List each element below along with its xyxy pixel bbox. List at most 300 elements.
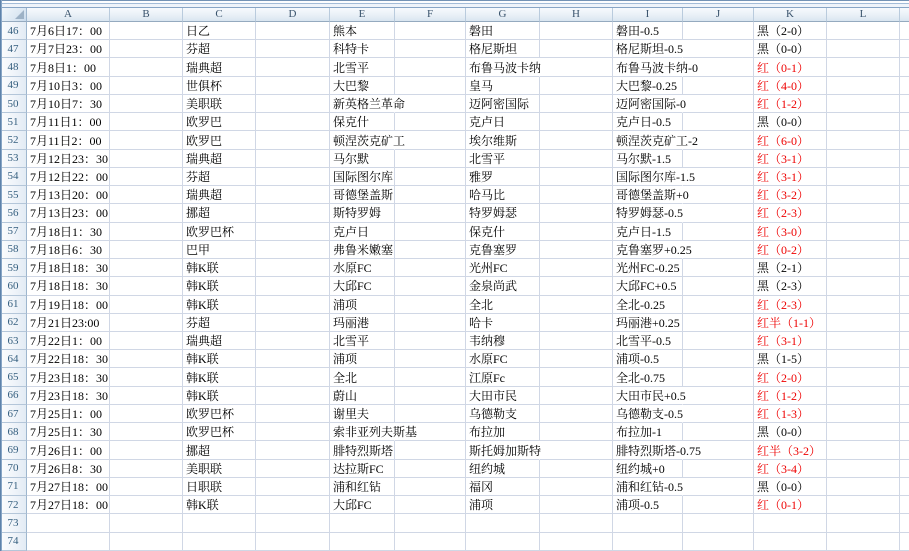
cell-J62[interactable] — [683, 314, 754, 332]
cell-E71[interactable] — [330, 478, 395, 496]
cell-E56[interactable] — [330, 204, 395, 222]
cell-K72[interactable] — [754, 496, 827, 514]
cell-D54[interactable] — [256, 168, 330, 186]
cell-J48[interactable] — [683, 58, 754, 76]
row-header-71[interactable]: 71 — [0, 478, 27, 496]
cell-K70[interactable] — [754, 460, 827, 478]
cell-E54[interactable] — [330, 168, 395, 186]
cell-B69[interactable] — [110, 441, 183, 459]
cell-G48[interactable] — [466, 58, 540, 76]
cell-C66[interactable] — [183, 387, 256, 405]
cell-L53[interactable] — [827, 150, 900, 168]
row-header-54[interactable]: 54 — [0, 168, 27, 186]
cell-L51[interactable] — [827, 113, 900, 131]
cell-C69[interactable] — [183, 441, 256, 459]
cell-A60[interactable] — [27, 277, 110, 295]
cell-L65[interactable] — [827, 368, 900, 386]
cell-H70[interactable] — [540, 460, 613, 478]
cell-A49[interactable] — [27, 77, 110, 95]
row-header-65[interactable]: 65 — [0, 368, 27, 386]
cell-L55[interactable] — [827, 186, 900, 204]
cell-H67[interactable] — [540, 405, 613, 423]
cell-B65[interactable] — [110, 368, 183, 386]
cell-E68[interactable] — [330, 423, 418, 441]
cell-A68[interactable] — [27, 423, 110, 441]
cell-F67[interactable] — [395, 405, 466, 423]
cell-B72[interactable] — [110, 496, 183, 514]
cell-K48[interactable] — [754, 58, 827, 76]
cell-K56[interactable] — [754, 204, 827, 222]
cell-F63[interactable] — [395, 332, 466, 350]
cell-D68[interactable] — [256, 423, 330, 441]
cell-K47[interactable] — [754, 40, 827, 58]
cell-G46[interactable] — [466, 22, 540, 40]
cell-F56[interactable] — [395, 204, 466, 222]
cell-K61[interactable] — [754, 296, 827, 314]
cell-F68[interactable] — [395, 423, 466, 441]
cell-C47[interactable] — [183, 40, 256, 58]
cell-C57[interactable] — [183, 223, 256, 241]
cell-D56[interactable] — [256, 204, 330, 222]
cell-I71[interactable] — [613, 478, 683, 496]
cell-D48[interactable] — [256, 58, 330, 76]
cell-E46[interactable] — [330, 22, 395, 40]
cell-J74[interactable] — [683, 533, 754, 551]
cell-H47[interactable] — [540, 40, 613, 58]
cell-C46[interactable] — [183, 22, 256, 40]
cell-D50[interactable] — [256, 95, 330, 113]
cell-K53[interactable] — [754, 150, 827, 168]
cell-I63[interactable] — [613, 332, 683, 350]
row-header-73[interactable]: 73 — [0, 514, 27, 532]
cell-K68[interactable] — [754, 423, 827, 441]
cell-F57[interactable] — [395, 223, 466, 241]
cell-D52[interactable] — [256, 131, 330, 149]
cell-F46[interactable] — [395, 22, 466, 40]
row-header-68[interactable]: 68 — [0, 423, 27, 441]
cell-K60[interactable] — [754, 277, 827, 295]
row-header-72[interactable]: 72 — [0, 496, 27, 514]
cell-B61[interactable] — [110, 296, 183, 314]
cell-D65[interactable] — [256, 368, 330, 386]
cell-J65[interactable] — [683, 368, 754, 386]
cell-F71[interactable] — [395, 478, 466, 496]
cell-I61[interactable] — [613, 296, 683, 314]
cell-J55[interactable] — [683, 186, 754, 204]
cell-J73[interactable] — [683, 514, 754, 532]
cell-D66[interactable] — [256, 387, 330, 405]
cell-I50[interactable] — [613, 95, 686, 113]
cell-I58[interactable] — [613, 241, 692, 259]
cell-F73[interactable] — [395, 514, 466, 532]
cell-G59[interactable] — [466, 259, 540, 277]
cell-H52[interactable] — [540, 131, 613, 149]
cell-B74[interactable] — [110, 533, 183, 551]
cell-J60[interactable] — [683, 277, 754, 295]
cell-H64[interactable] — [540, 350, 613, 368]
cell-J59[interactable] — [683, 259, 754, 277]
cell-A56[interactable] — [27, 204, 110, 222]
cell-J68[interactable] — [683, 423, 754, 441]
column-header-F[interactable]: F — [395, 8, 466, 22]
row-header-46[interactable]: 46 — [0, 22, 27, 40]
cell-L52[interactable] — [827, 131, 900, 149]
cell-A54[interactable] — [27, 168, 110, 186]
cell-C48[interactable] — [183, 58, 256, 76]
cell-H62[interactable] — [540, 314, 613, 332]
cell-F62[interactable] — [395, 314, 466, 332]
cell-A58[interactable] — [27, 241, 110, 259]
cell-L72[interactable] — [827, 496, 900, 514]
cell-K51[interactable] — [754, 113, 827, 131]
cell-H57[interactable] — [540, 223, 613, 241]
cell-H48[interactable] — [540, 58, 613, 76]
cell-H58[interactable] — [540, 241, 613, 259]
cell-A74[interactable] — [27, 533, 110, 551]
cell-F70[interactable] — [395, 460, 466, 478]
cell-K66[interactable] — [754, 387, 827, 405]
cell-G62[interactable] — [466, 314, 540, 332]
cell-D62[interactable] — [256, 314, 330, 332]
cell-K74[interactable] — [754, 533, 827, 551]
cell-E61[interactable] — [330, 296, 395, 314]
cell-K62[interactable] — [754, 314, 827, 332]
cell-C60[interactable] — [183, 277, 256, 295]
cell-D64[interactable] — [256, 350, 330, 368]
cell-A57[interactable] — [27, 223, 110, 241]
cell-E70[interactable] — [330, 460, 395, 478]
cell-I54[interactable] — [613, 168, 695, 186]
cell-D49[interactable] — [256, 77, 330, 95]
cell-D58[interactable] — [256, 241, 330, 259]
cell-I64[interactable] — [613, 350, 683, 368]
cell-J46[interactable] — [683, 22, 754, 40]
cell-J67[interactable] — [683, 405, 754, 423]
cell-G57[interactable] — [466, 223, 540, 241]
cell-B50[interactable] — [110, 95, 183, 113]
cell-A65[interactable] — [27, 368, 110, 386]
cell-H51[interactable] — [540, 113, 613, 131]
cell-L74[interactable] — [827, 533, 900, 551]
column-header-K[interactable]: K — [754, 8, 827, 22]
cell-B73[interactable] — [110, 514, 183, 532]
cell-J72[interactable] — [683, 496, 754, 514]
cell-B58[interactable] — [110, 241, 183, 259]
cell-G51[interactable] — [466, 113, 540, 131]
cell-K71[interactable] — [754, 478, 827, 496]
cell-F53[interactable] — [395, 150, 466, 168]
cell-G73[interactable] — [466, 514, 540, 532]
cell-G58[interactable] — [466, 241, 540, 259]
cell-E67[interactable] — [330, 405, 395, 423]
cell-H61[interactable] — [540, 296, 613, 314]
cell-F66[interactable] — [395, 387, 466, 405]
cell-H65[interactable] — [540, 368, 613, 386]
cell-D63[interactable] — [256, 332, 330, 350]
cell-A70[interactable] — [27, 460, 110, 478]
cell-E66[interactable] — [330, 387, 395, 405]
row-header-50[interactable]: 50 — [0, 95, 27, 113]
cell-H56[interactable] — [540, 204, 613, 222]
cell-H73[interactable] — [540, 514, 613, 532]
cell-A46[interactable] — [27, 22, 110, 40]
row-header-58[interactable]: 58 — [0, 241, 27, 259]
row-header-51[interactable]: 51 — [0, 113, 27, 131]
cell-E62[interactable] — [330, 314, 395, 332]
cell-H63[interactable] — [540, 332, 613, 350]
cell-K49[interactable] — [754, 77, 827, 95]
cell-A72[interactable] — [27, 496, 110, 514]
cell-G63[interactable] — [466, 332, 540, 350]
cell-G61[interactable] — [466, 296, 540, 314]
cell-L59[interactable] — [827, 259, 900, 277]
cell-B48[interactable] — [110, 58, 183, 76]
cell-E63[interactable] — [330, 332, 395, 350]
cell-H60[interactable] — [540, 277, 613, 295]
row-header-74[interactable]: 74 — [0, 533, 27, 551]
cell-I56[interactable] — [613, 204, 683, 222]
cell-G67[interactable] — [466, 405, 540, 423]
cell-I51[interactable] — [613, 113, 683, 131]
cell-H66[interactable] — [540, 387, 613, 405]
cell-L49[interactable] — [827, 77, 900, 95]
cell-J66[interactable] — [683, 387, 754, 405]
cell-F54[interactable] — [395, 168, 466, 186]
cell-F72[interactable] — [395, 496, 466, 514]
cell-D74[interactable] — [256, 533, 330, 551]
cell-F55[interactable] — [395, 186, 466, 204]
cell-L57[interactable] — [827, 223, 900, 241]
cell-H49[interactable] — [540, 77, 613, 95]
cell-I74[interactable] — [613, 533, 683, 551]
column-header-G[interactable]: G — [466, 8, 540, 22]
cell-A53[interactable] — [27, 150, 110, 168]
cell-H69[interactable] — [540, 441, 613, 459]
cell-D51[interactable] — [256, 113, 330, 131]
cell-I65[interactable] — [613, 368, 683, 386]
cell-H74[interactable] — [540, 533, 613, 551]
cell-J53[interactable] — [683, 150, 754, 168]
cell-B64[interactable] — [110, 350, 183, 368]
cell-E52[interactable] — [330, 131, 406, 149]
cell-L63[interactable] — [827, 332, 900, 350]
cell-I53[interactable] — [613, 150, 683, 168]
cell-C51[interactable] — [183, 113, 256, 131]
select-all-button[interactable] — [0, 8, 27, 22]
cell-K55[interactable] — [754, 186, 827, 204]
cell-C55[interactable] — [183, 186, 256, 204]
cell-E69[interactable] — [330, 441, 395, 459]
cell-J63[interactable] — [683, 332, 754, 350]
cell-E55[interactable] — [330, 186, 395, 204]
cell-I47[interactable] — [613, 40, 683, 58]
cell-I57[interactable] — [613, 223, 683, 241]
cell-C63[interactable] — [183, 332, 256, 350]
cell-C73[interactable] — [183, 514, 256, 532]
cell-L58[interactable] — [827, 241, 900, 259]
cell-A63[interactable] — [27, 332, 110, 350]
cell-F50[interactable] — [395, 95, 466, 113]
column-header-H[interactable]: H — [540, 8, 613, 22]
cell-I66[interactable] — [613, 387, 686, 405]
cell-K54[interactable] — [754, 168, 827, 186]
row-header-53[interactable]: 53 — [0, 150, 27, 168]
cell-C74[interactable] — [183, 533, 256, 551]
cell-K65[interactable] — [754, 368, 827, 386]
column-header-L[interactable]: L — [827, 8, 900, 22]
cell-E74[interactable] — [330, 533, 395, 551]
cell-C72[interactable] — [183, 496, 256, 514]
cell-I49[interactable] — [613, 77, 683, 95]
row-header-70[interactable]: 70 — [0, 460, 27, 478]
cell-L66[interactable] — [827, 387, 900, 405]
cell-H54[interactable] — [540, 168, 613, 186]
cell-G71[interactable] — [466, 478, 540, 496]
cell-A52[interactable] — [27, 131, 110, 149]
cell-B59[interactable] — [110, 259, 183, 277]
cell-B60[interactable] — [110, 277, 183, 295]
cell-G47[interactable] — [466, 40, 540, 58]
cell-L61[interactable] — [827, 296, 900, 314]
cell-L62[interactable] — [827, 314, 900, 332]
cell-F58[interactable] — [395, 241, 466, 259]
cell-B47[interactable] — [110, 40, 183, 58]
row-header-66[interactable]: 66 — [0, 387, 27, 405]
cell-G50[interactable] — [466, 95, 540, 113]
cell-I60[interactable] — [613, 277, 683, 295]
cell-H71[interactable] — [540, 478, 613, 496]
cell-C64[interactable] — [183, 350, 256, 368]
cell-C71[interactable] — [183, 478, 256, 496]
cell-D46[interactable] — [256, 22, 330, 40]
cell-E60[interactable] — [330, 277, 395, 295]
cell-F65[interactable] — [395, 368, 466, 386]
cell-H72[interactable] — [540, 496, 613, 514]
cell-A69[interactable] — [27, 441, 110, 459]
cell-H55[interactable] — [540, 186, 613, 204]
cell-C56[interactable] — [183, 204, 256, 222]
cell-B70[interactable] — [110, 460, 183, 478]
cell-J64[interactable] — [683, 350, 754, 368]
cell-C52[interactable] — [183, 131, 256, 149]
cell-L70[interactable] — [827, 460, 900, 478]
cell-G53[interactable] — [466, 150, 540, 168]
row-header-56[interactable]: 56 — [0, 204, 27, 222]
cell-F60[interactable] — [395, 277, 466, 295]
cell-B53[interactable] — [110, 150, 183, 168]
cell-A64[interactable] — [27, 350, 110, 368]
cell-K50[interactable] — [754, 95, 827, 113]
cell-C54[interactable] — [183, 168, 256, 186]
cell-I72[interactable] — [613, 496, 683, 514]
cell-D60[interactable] — [256, 277, 330, 295]
cell-A59[interactable] — [27, 259, 110, 277]
cell-K64[interactable] — [754, 350, 827, 368]
cell-E57[interactable] — [330, 223, 395, 241]
cell-F64[interactable] — [395, 350, 466, 368]
cell-B51[interactable] — [110, 113, 183, 131]
cell-L64[interactable] — [827, 350, 900, 368]
cell-B68[interactable] — [110, 423, 183, 441]
cell-L71[interactable] — [827, 478, 900, 496]
cell-G70[interactable] — [466, 460, 540, 478]
cell-K69[interactable] — [754, 441, 827, 459]
cell-L54[interactable] — [827, 168, 900, 186]
cell-G49[interactable] — [466, 77, 540, 95]
row-header-64[interactable]: 64 — [0, 350, 27, 368]
cell-B49[interactable] — [110, 77, 183, 95]
row-header-49[interactable]: 49 — [0, 77, 27, 95]
cell-J49[interactable] — [683, 77, 754, 95]
cell-B66[interactable] — [110, 387, 183, 405]
cell-G69[interactable] — [466, 441, 540, 459]
cell-F61[interactable] — [395, 296, 466, 314]
cell-A71[interactable] — [27, 478, 110, 496]
column-header-C[interactable]: C — [183, 8, 256, 22]
cell-A62[interactable] — [27, 314, 110, 332]
cell-K59[interactable] — [754, 259, 827, 277]
cell-G68[interactable] — [466, 423, 540, 441]
cell-J54[interactable] — [683, 168, 754, 186]
cell-C61[interactable] — [183, 296, 256, 314]
cell-D67[interactable] — [256, 405, 330, 423]
cell-I69[interactable] — [613, 441, 701, 459]
cell-H59[interactable] — [540, 259, 613, 277]
cell-I70[interactable] — [613, 460, 683, 478]
cell-J51[interactable] — [683, 113, 754, 131]
cell-K67[interactable] — [754, 405, 827, 423]
cell-J57[interactable] — [683, 223, 754, 241]
cell-H50[interactable] — [540, 95, 613, 113]
cell-C67[interactable] — [183, 405, 256, 423]
cell-C58[interactable] — [183, 241, 256, 259]
cell-F74[interactable] — [395, 533, 466, 551]
cell-C59[interactable] — [183, 259, 256, 277]
cell-A51[interactable] — [27, 113, 110, 131]
cell-C68[interactable] — [183, 423, 256, 441]
cell-D71[interactable] — [256, 478, 330, 496]
cell-E48[interactable] — [330, 58, 395, 76]
row-header-69[interactable]: 69 — [0, 441, 27, 459]
row-header-55[interactable]: 55 — [0, 186, 27, 204]
cell-L73[interactable] — [827, 514, 900, 532]
cell-E65[interactable] — [330, 368, 395, 386]
cell-F51[interactable] — [395, 113, 466, 131]
cell-G54[interactable] — [466, 168, 540, 186]
column-header-J[interactable]: J — [683, 8, 754, 22]
cell-F47[interactable] — [395, 40, 466, 58]
cell-H68[interactable] — [540, 423, 613, 441]
row-header-47[interactable]: 47 — [0, 40, 27, 58]
cell-J58[interactable] — [683, 241, 754, 259]
cell-G65[interactable] — [466, 368, 540, 386]
cell-K57[interactable] — [754, 223, 827, 241]
cell-L67[interactable] — [827, 405, 900, 423]
column-header-I[interactable]: I — [613, 8, 683, 22]
cell-G72[interactable] — [466, 496, 540, 514]
cell-K63[interactable] — [754, 332, 827, 350]
cell-E50[interactable] — [330, 95, 406, 113]
cell-D59[interactable] — [256, 259, 330, 277]
cell-A50[interactable] — [27, 95, 110, 113]
cell-A66[interactable] — [27, 387, 110, 405]
cell-B54[interactable] — [110, 168, 183, 186]
cell-J70[interactable] — [683, 460, 754, 478]
cell-D72[interactable] — [256, 496, 330, 514]
cell-G55[interactable] — [466, 186, 540, 204]
cell-B46[interactable] — [110, 22, 183, 40]
cell-A55[interactable] — [27, 186, 110, 204]
